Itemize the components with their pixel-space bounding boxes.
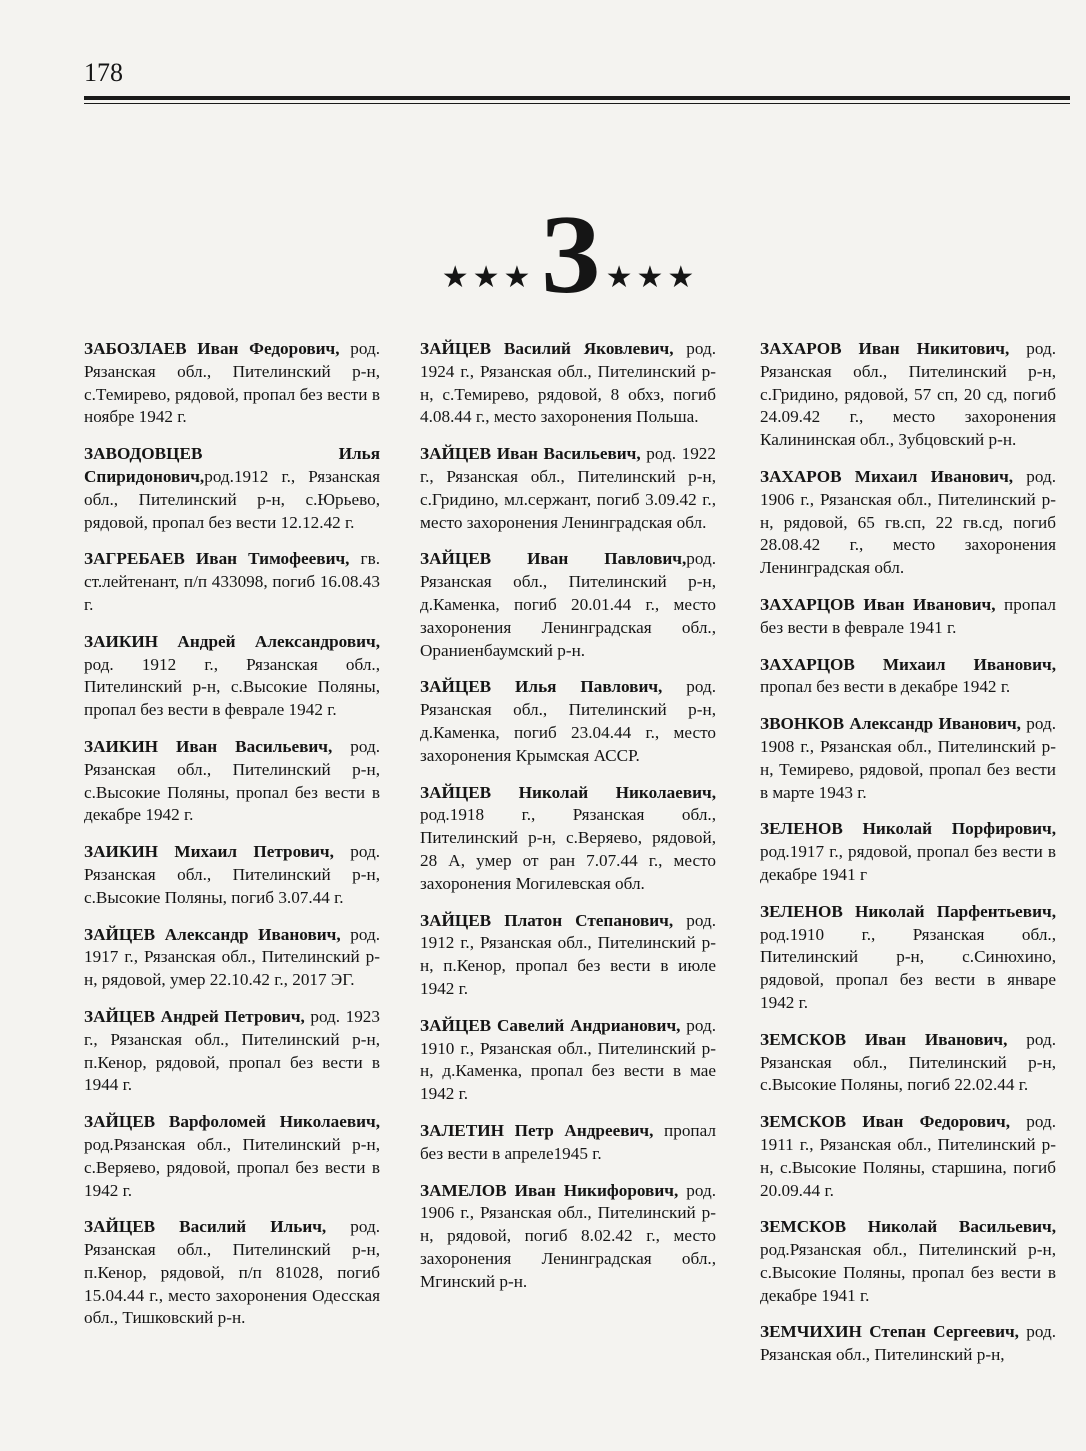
- stars-left-icon: ★★★: [441, 261, 535, 294]
- entry-name: ЗЕМСКОВ Иван Иванович,: [760, 1029, 1008, 1049]
- entry-name: ЗЕМСКОВ Иван Федорович,: [760, 1112, 1011, 1132]
- list-item: [420, 1180, 716, 1294]
- entry-name: ЗАБОЗЛАЕВ Иван Федорович,: [84, 339, 340, 358]
- entry-name: ЗАХАРОВ Иван Никитович,: [760, 339, 1010, 358]
- list-item: [760, 713, 1056, 804]
- entry-text: род. 1906 г., Рязанская обл., Пителинский р-н, рядовой, погиб 8.02.42 г., место захоронения Ленинградская обл., Мгинский р-н.: [420, 1180, 717, 1291]
- entry-name: ЗАЙЦЕВ Савелий Андрианович,: [420, 1015, 681, 1035]
- entry-text: род. Рязанская обл., Пителинский р-н, с.Высокие Поляны, погиб 3.07.44 г.: [84, 842, 380, 907]
- header-rule-thin: [84, 103, 1070, 104]
- entry-text: род. 1906 г., Рязанская обл., Пителинский р-н, рядовой, 65 гв.сп, 22 гв.сд, погиб 28.08.42 г., место захоронения Ленинградская обл.: [760, 466, 1056, 578]
- list-item: [84, 548, 380, 616]
- entry-text: род. Рязанская обл., Пителинский р-н,: [760, 1322, 1056, 1365]
- entry-name: ЗАЙЦЕВ Иван Павлович,: [420, 549, 687, 569]
- entry-name: ЗАХАРЦОВ Михаил Иванович,: [760, 654, 1056, 674]
- entry-name: ЗАЙЦЕВ Иван Васильевич,: [420, 444, 641, 464]
- entry-text: род. 1912 г., Рязанская обл., Пителинский р-н, с.Высокие Поляны, пропал без вести в феврале 1942 г.: [84, 654, 380, 720]
- list-item: [84, 841, 380, 909]
- entry-text: род.Рязанская обл., Пителинский р-н, с.Высокие Поляны, пропал без вести в декабре 1941 г.: [760, 1240, 1056, 1305]
- list-item: [84, 631, 380, 722]
- list-item: [84, 338, 380, 429]
- entry-name: ЗАЙЦЕВ Василий Ильич,: [84, 1217, 327, 1237]
- column-2: [420, 338, 716, 1307]
- list-item: [760, 1321, 1056, 1367]
- entry-name: ЗАГРЕБАЕВ Иван Тимофеевич,: [84, 549, 350, 569]
- entry-name: ЗЕЛЕНОВ Николай Порфирович,: [760, 819, 1056, 839]
- entry-name: ЗАЙЦЕВ Александр Иванович,: [84, 924, 341, 944]
- list-item: [420, 676, 716, 767]
- list-item: [760, 1216, 1056, 1307]
- list-item: [760, 466, 1056, 580]
- entry-name: ЗАЙЦЕВ Варфоломей Николаевич,: [84, 1112, 380, 1132]
- entry-name: ЗАЙЦЕВ Илья Павлович,: [420, 677, 663, 697]
- list-item: [760, 338, 1056, 452]
- entry-name: ЗАЙЦЕВ Андрей Петрович,: [84, 1006, 305, 1026]
- section-letter: З: [540, 193, 600, 317]
- entry-name: ЗАВОДОВЦЕВ Илья Спиридонович,: [84, 444, 380, 486]
- entry-text: род. Рязанская обл., Пителинский р-н, п.Кенор, рядовой, п/п 81028, погиб 15.04.44 г., место захоронения Одесская обл., Тишковский р-н.: [84, 1217, 380, 1328]
- list-item: [84, 1111, 380, 1202]
- entry-text: род. Рязанская обл., Пителинский р-н, с.Высокие Поляны, погиб 22.02.44 г.: [760, 1029, 1056, 1095]
- entry-text: род. 1911 г., Рязанская обл., Пителинский р-н, с.Высокие Поляны, старшина, погиб 20.09.44 г.: [760, 1112, 1057, 1200]
- entry-text: род. Рязанская обл., Пителинский р-н, д.Каменка, погиб 23.04.44 г., место захоронения Крымская АССР.: [420, 677, 716, 765]
- page-number: 178: [84, 58, 123, 87]
- list-item: [84, 736, 380, 827]
- section-heading: [420, 193, 720, 317]
- entry-text: род. 1922 г., Рязанская обл., Пителинский р-н, с.Гридино, мл.сержант, погиб 3.09.42 г., место захоронения Ленинградская обл.: [420, 444, 716, 532]
- column-3: [760, 338, 1056, 1381]
- entry-name: ЗАЙЦЕВ Василий Яковлевич,: [420, 339, 674, 358]
- entry-text: род. 1924 г., Рязанская обл., Пителинский р-н, с.Темирево, рядовой, 8 обхз, погиб 4.08.44 г., место захоронения Польша.: [420, 339, 717, 427]
- list-item: [84, 1216, 380, 1330]
- entry-text: род. 1910 г., Рязанская обл., Пителинский р-н, д.Каменка, пропал без вести в мае 1942 г.: [420, 1015, 716, 1104]
- entry-name: ЗЕМЧИХИН Степан Сергеевич,: [760, 1322, 1019, 1342]
- list-item: [420, 443, 716, 534]
- list-item: [760, 1029, 1056, 1097]
- list-item: [420, 1120, 716, 1166]
- entry-name: ЗАХАРЦОВ Иван Иванович,: [760, 594, 996, 614]
- entry-name: ЗАИКИН Иван Васильевич,: [84, 736, 333, 756]
- entry-name: ЗАЙЦЕВ Николай Николаевич,: [420, 782, 716, 802]
- entry-text: род. Рязанская обл., Пителинский р-н, с.Высокие Поляны, пропал без вести в декабре 1942 г.: [84, 736, 381, 825]
- entry-text: род. Рязанская обл., Пителинский р-н, д.Каменка, погиб 20.01.44 г., место захоронения Ленинградская обл., Ораниенбаумский р-н.: [420, 549, 716, 660]
- entry-text: род.1917 г., рядовой, пропал без вести в декабре 1941 г: [760, 842, 1056, 884]
- entry-name: ЗАЙЦЕВ Платон Степанович,: [420, 910, 674, 930]
- entry-name: ЗЕМСКОВ Николай Васильевич,: [760, 1217, 1056, 1237]
- entry-name: ЗАИКИН Андрей Александрович,: [84, 631, 380, 651]
- entry-text: пропал без вести в феврале 1941 г.: [760, 594, 1056, 637]
- entry-text: гв. ст.лейтенант, п/п 433098, погиб 16.08.43 г.: [84, 549, 380, 614]
- column-1: [84, 338, 380, 1344]
- entry-text: пропал без вести в декабре 1942 г.: [760, 677, 1011, 697]
- stars-right-icon: ★★★: [605, 261, 699, 294]
- list-item: [760, 818, 1056, 886]
- list-item: [420, 338, 716, 429]
- entry-name: ЗАЛЕТИН Петр Андреевич,: [420, 1120, 654, 1140]
- list-item: [84, 924, 380, 992]
- entry-text: род. Рязанская обл., Пителинский р-н, с.Гридино, рядовой, 57 сп, 20 сд, погиб 24.09.42 г., место захоронения Калининская обл., Зубцовский р-н.: [760, 339, 1056, 450]
- entry-text: род. 1912 г., Рязанская обл., Пителинский р-н, п.Кенор, пропал без вести в июле 1942 г.: [420, 910, 716, 998]
- header-rule-thick: [84, 96, 1070, 100]
- entry-name: ЗАИКИН Михаил Петрович,: [84, 842, 334, 862]
- entry-name: ЗАХАРОВ Михаил Иванович,: [760, 466, 1014, 486]
- list-item: [760, 901, 1056, 1015]
- entry-text: род. 1908 г., Рязанская обл., Пителинский р-н, Темирево, рядовой, пропал без вести в марте 1943 г.: [760, 714, 1056, 802]
- entry-text: род. 1917 г., Рязанская обл., Пителинский р-н, рядовой, умер 22.10.42 г., 2017 ЭГ.: [84, 924, 380, 990]
- entry-text: пропал без вести в апреле1945 г.: [420, 1120, 716, 1163]
- list-item: [760, 1111, 1056, 1202]
- entry-text: род.1912 г., Рязанская обл., Пителинский р-н, с.Юрьево, рядовой, пропал без вести 12.12.42 г.: [84, 466, 380, 532]
- list-item: [760, 654, 1056, 700]
- list-item: [420, 1015, 716, 1106]
- list-item: [420, 782, 716, 896]
- list-item: [84, 1006, 380, 1097]
- entry-text: род.1910 г., Рязанская обл., Пителинский р-н, с.Синюхино, рядовой, пропал без вести в январе 1942 г.: [760, 924, 1056, 1012]
- entry-text: род. 1923 г., Рязанская обл., Пителинский р-н, п.Кенор, рядовой, пропал без вести в 1944 г.: [84, 1006, 380, 1095]
- entry-text: род.Рязанская обл., Пителинский р-н, с.Веряево, рядовой, пропал без вести в 1942 г.: [84, 1134, 380, 1200]
- list-item: [420, 910, 716, 1001]
- entry-text: род.1918 г., Рязанская обл., Пителинский р-н, с.Веряево, рядовой, 28 А, умер от ран 7.07.44 г., место захоронения Могилевская обл.: [420, 805, 716, 893]
- list-item: [84, 443, 380, 534]
- list-item: [760, 594, 1056, 640]
- entry-name: ЗАМЕЛОВ Иван Никифорович,: [420, 1180, 679, 1200]
- entry-text: род. Рязанская обл., Пителинский р-н, с.Темирево, рядовой, пропал без вести в ноябре 1942 г.: [84, 339, 380, 427]
- entry-name: ЗВОНКОВ Александр Иванович,: [760, 714, 1021, 734]
- entry-name: ЗЕЛЕНОВ Николай Парфентьевич,: [760, 901, 1056, 921]
- list-item: [420, 548, 716, 662]
